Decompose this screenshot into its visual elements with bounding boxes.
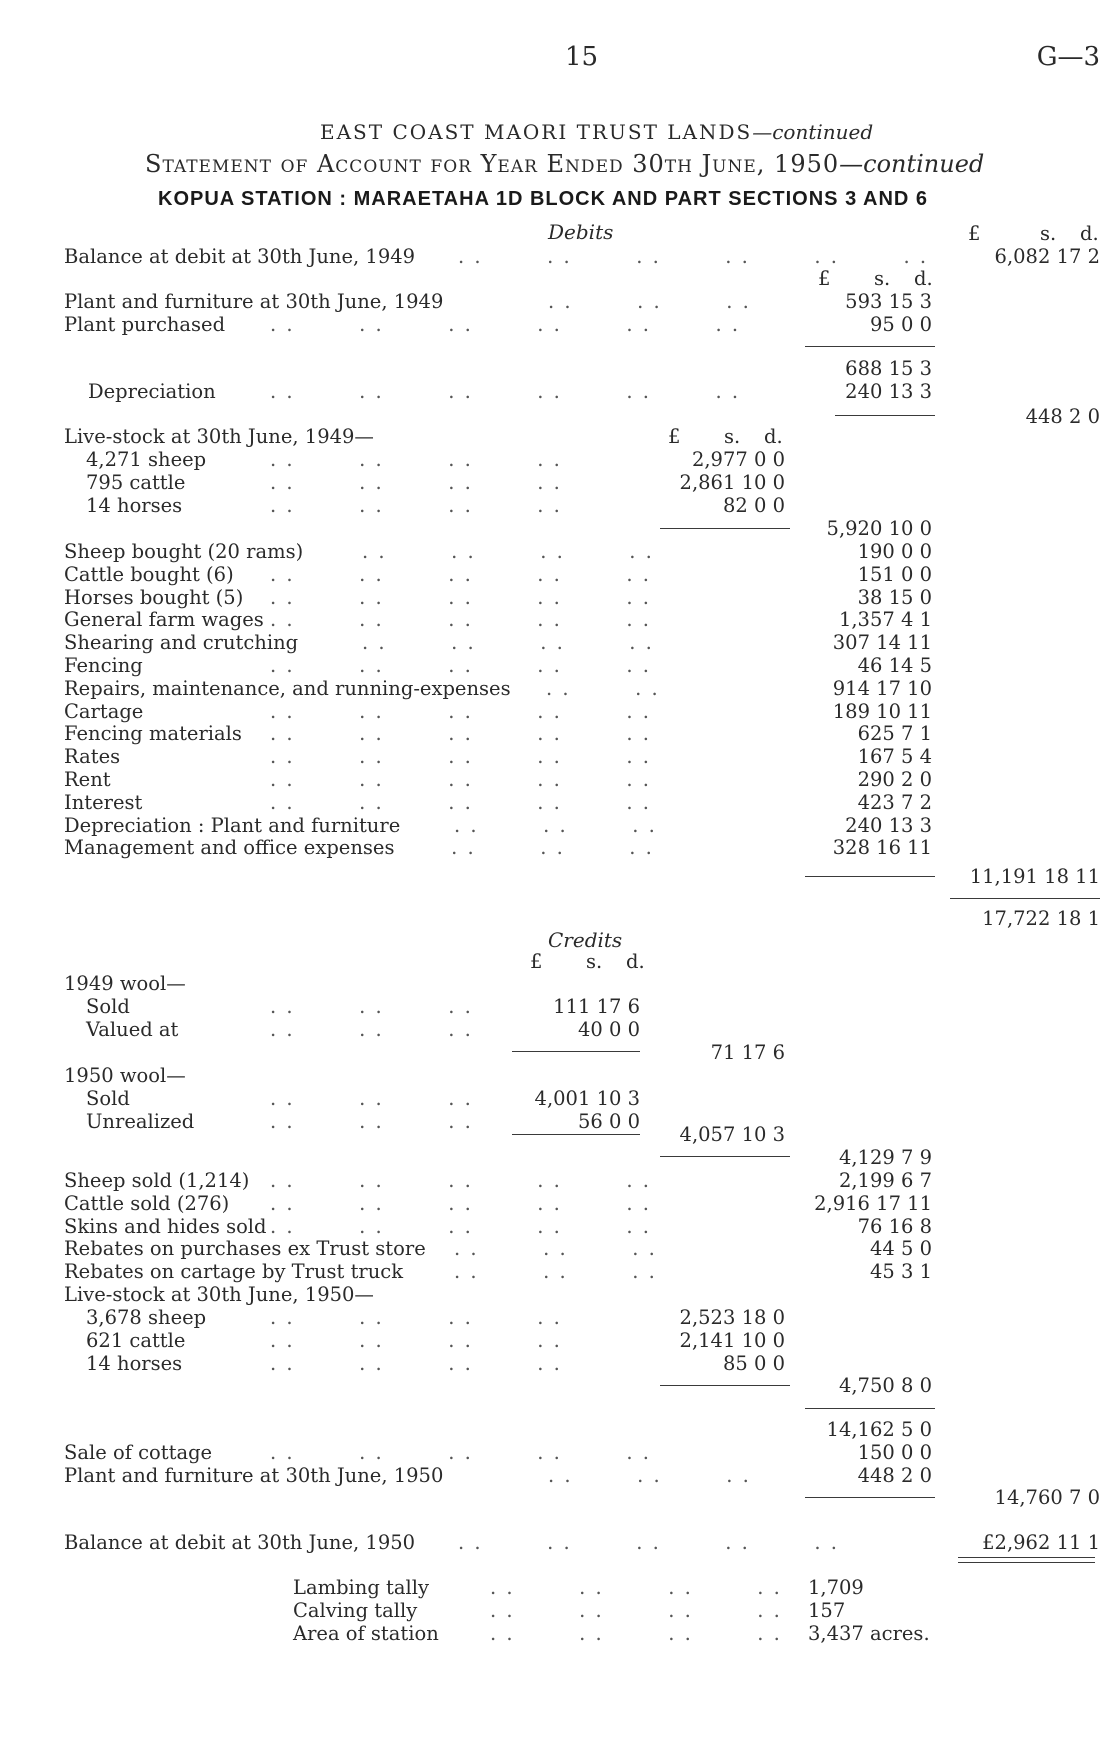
- leader-dots: . . . . . . . .: [270, 471, 562, 494]
- wool-1950-sold-label: Sold: [86, 1087, 130, 1110]
- leader-dots: . . . . . .: [548, 1464, 751, 1487]
- wool-1949-heading: 1949 wool—: [64, 972, 186, 995]
- leader-dots: . . . . . . . .: [270, 494, 562, 517]
- leader-dots: . . . .: [546, 676, 660, 700]
- sum-rule: [958, 1562, 1095, 1563]
- station-heading: KOPUA STATION : MARAETAHA 1D BLOCK AND PART SECTIONS 3 AND 6: [158, 188, 929, 210]
- debit-item-amount: 290 2 0: [857, 768, 932, 791]
- plant-purchased-amount: 95 0 0: [869, 313, 932, 336]
- debit-item-label: Fencing materials: [64, 722, 242, 746]
- page-number: 15: [565, 42, 599, 72]
- livestock-1950-item-amount: 2,141 10 0: [679, 1329, 785, 1352]
- plant-1950-amount: 448 2 0: [857, 1464, 932, 1487]
- leader-dots: . . . . . . . . . .: [270, 1214, 651, 1238]
- sum-rule: [805, 876, 935, 877]
- livestock-1950-item-amount: 2,523 18 0: [679, 1306, 785, 1329]
- leader-dots: . . . . . . . . . .: [270, 722, 651, 746]
- col3-pound-header: £: [818, 267, 831, 290]
- leader-dots: . . . . . . . . . .: [270, 768, 651, 791]
- shilling-header-col4: s.: [1040, 222, 1057, 245]
- credit-item-amount: 2,199 6 7: [838, 1169, 932, 1192]
- livestock-1950-item-label: 3,678 sheep: [86, 1306, 207, 1329]
- plant-subtotal-amount: 688 15 3: [845, 357, 932, 380]
- debit-item-label: Management and office expenses: [64, 836, 395, 860]
- balance-1950-label: Balance at debit at 30th June, 1950: [64, 1531, 416, 1554]
- leader-dots: . . . . . . . . . .: [270, 790, 651, 814]
- balance-1950-amount: £2,962 11 1: [982, 1531, 1100, 1554]
- plant-1950-label: Plant and furniture at 30th June, 1950: [64, 1464, 444, 1487]
- debit-item-label: Cartage: [64, 699, 144, 723]
- wool-combined-total: 4,129 7 9: [838, 1146, 932, 1169]
- livestock-1950-item-label: 621 cattle: [86, 1329, 186, 1352]
- debits-heading: Debits: [548, 220, 614, 244]
- livestock-1949-item-amount: 82 0 0: [722, 494, 785, 517]
- wool-1950-unrealized-label: Unrealized: [86, 1110, 195, 1133]
- credit-item-label: Cattle sold (276): [64, 1191, 230, 1215]
- sum-rule: [660, 1156, 790, 1157]
- col2-pound-header: £: [668, 425, 681, 448]
- leader-dots: . . . . . . . .: [490, 1622, 782, 1645]
- credits-total: 14,760 7 0: [994, 1486, 1100, 1509]
- debit-item-amount: 625 7 1: [857, 722, 932, 746]
- col3-shilling-header: s.: [874, 267, 891, 290]
- subtitle-suffix: —continued: [839, 150, 985, 178]
- col1-shilling-header: s.: [586, 950, 603, 973]
- leader-dots: . . . . . . . .: [362, 836, 654, 860]
- leader-dots: . . . . . . . .: [270, 1352, 562, 1375]
- debits-grand-total: 17,722 18 1: [982, 907, 1100, 930]
- sum-rule: [512, 1051, 640, 1052]
- leader-dots: . . . . . . . .: [270, 1306, 562, 1329]
- col1-pound-header: £: [530, 950, 543, 973]
- leader-dots: . . . . . . . . . . . .: [270, 380, 741, 403]
- debit-item-label: Repairs, maintenance, and running-expenses: [64, 676, 511, 700]
- debit-item-label: Depreciation : Plant and furniture: [64, 813, 401, 837]
- credit-item-amount: 2,916 17 11: [814, 1191, 932, 1215]
- cottage-amount: 150 0 0: [857, 1441, 932, 1464]
- tally-label: Lambing tally: [293, 1576, 429, 1599]
- livestock-1949-heading: Live-stock at 30th June, 1949—: [64, 425, 374, 448]
- debit-item-amount: 1,357 4 1: [838, 608, 932, 632]
- debits-items-total: 11,191 18 11: [969, 865, 1100, 888]
- livestock-1950-item-label: 14 horses: [86, 1352, 183, 1375]
- tally-label: Area of station: [293, 1622, 439, 1645]
- debit-item-label: Shearing and crutching: [64, 631, 299, 655]
- leader-dots: . . . . . . . . . .: [270, 562, 651, 586]
- debit-item-amount: 328 16 11: [832, 836, 932, 860]
- balance-1949-label: Balance at debit at 30th June, 1949: [64, 245, 416, 268]
- debit-item-label: General farm wages: [64, 608, 264, 632]
- sum-rule: [660, 528, 790, 529]
- credit-item-label: Rebates on purchases ex Trust store: [64, 1237, 426, 1261]
- pence-header-col4: d.: [1080, 222, 1099, 245]
- livestock-1949-item-label: 795 cattle: [86, 471, 186, 494]
- leader-dots: . . . . . . . . . .: [270, 654, 651, 677]
- credit-item-label: Skins and hides sold: [64, 1214, 267, 1238]
- debit-item-amount: 914 17 10: [832, 676, 932, 700]
- wool-1950-sold-amount: 4,001 10 3: [534, 1087, 640, 1110]
- wool-1950-unrealized-amount: 56 0 0: [577, 1110, 640, 1133]
- sum-rule: [660, 1385, 790, 1386]
- debit-item-amount: 151 0 0: [857, 562, 932, 586]
- document-title: [320, 120, 873, 144]
- wool-1949-sold-amount: 111 17 6: [553, 995, 640, 1018]
- debit-item-amount: 190 0 0: [857, 540, 932, 563]
- livestock-1949-item-amount: 2,861 10 0: [679, 471, 785, 494]
- wool-1950-heading: 1950 wool—: [64, 1064, 186, 1087]
- leader-dots: . . . . . . . .: [490, 1576, 782, 1599]
- depreciation-label: Depreciation: [88, 380, 216, 403]
- debit-item-label: Sheep bought (20 rams): [64, 540, 304, 563]
- wool-1949-valued-label: Valued at: [86, 1018, 179, 1041]
- leader-dots: . . . . . . . .: [490, 1599, 782, 1622]
- livestock-1949-item-label: 4,271 sheep: [86, 448, 207, 471]
- leader-dots: . . . . . . . .: [362, 631, 654, 655]
- debit-item-amount: 240 13 3: [845, 813, 932, 837]
- leader-dots: . . . . . .: [270, 1110, 473, 1133]
- leader-dots: . . . . . . . . . .: [270, 608, 651, 632]
- sum-rule: [805, 346, 935, 347]
- leader-dots: . . . . . . . . . . . .: [270, 313, 741, 336]
- plant-net-amount: 448 2 0: [1025, 405, 1100, 428]
- sum-rule: [950, 898, 1100, 899]
- leader-dots: . . . . . . . .: [270, 448, 562, 471]
- credit-item-label: Rebates on cartage by Trust truck: [64, 1260, 404, 1284]
- col3-pence-header: d.: [914, 267, 933, 290]
- sum-rule: [805, 1497, 935, 1498]
- wool-1949-valued-amount: 40 0 0: [577, 1018, 640, 1041]
- title-suffix: —continued: [752, 120, 874, 144]
- leader-dots: . . . . . .: [270, 995, 473, 1018]
- debit-item-amount: 46 14 5: [857, 654, 932, 677]
- leader-dots: . . . . . .: [270, 1018, 473, 1041]
- leader-dots: . . . . . .: [270, 1087, 473, 1110]
- leader-dots: . . . . . . . . . .: [270, 1169, 651, 1192]
- leader-dots: . . . . . .: [548, 290, 751, 313]
- debit-item-label: Interest: [64, 790, 143, 814]
- credit-item-label: Sheep sold (1,214): [64, 1169, 250, 1192]
- sum-rule: [835, 415, 935, 416]
- balance-1949-amount: 6,082 17 2: [994, 245, 1100, 268]
- leader-dots: . . . . . .: [454, 813, 657, 837]
- debit-item-label: Fencing: [64, 654, 143, 677]
- debit-item-label: Horses bought (5): [64, 585, 244, 609]
- leader-dots: . . . . . . . . . .: [458, 1531, 839, 1554]
- debit-item-label: Cattle bought (6): [64, 562, 234, 586]
- tally-value: 157: [808, 1599, 846, 1622]
- col2-pence-header: d.: [764, 425, 783, 448]
- credit-item-amount: 44 5 0: [869, 1237, 932, 1261]
- plant-1949-amount: 593 15 3: [845, 290, 932, 313]
- livestock-1950-heading: Live-stock at 30th June, 1950—: [64, 1283, 374, 1306]
- leader-dots: . . . . . .: [454, 1260, 657, 1284]
- wool-1949-net: 71 17 6: [710, 1041, 785, 1064]
- livestock-1949-item-amount: 2,977 0 0: [691, 448, 785, 471]
- debit-item-amount: 167 5 4: [857, 745, 932, 769]
- credits-subtotal: 14,162 5 0: [826, 1418, 932, 1441]
- depreciation-amount: 240 13 3: [845, 380, 932, 403]
- credit-item-amount: 76 16 8: [857, 1214, 932, 1238]
- leader-dots: . . . . . . . . . .: [270, 745, 651, 769]
- livestock-1949-item-label: 14 horses: [86, 494, 183, 517]
- leader-dots: . . . . . . . . . .: [270, 699, 651, 723]
- wool-1950-total: 4,057 10 3: [679, 1123, 785, 1146]
- debit-item-amount: 38 15 0: [857, 585, 932, 609]
- plant-purchased-label: Plant purchased: [64, 313, 226, 336]
- sum-rule: [512, 1134, 640, 1135]
- debit-item-amount: 189 10 11: [832, 699, 932, 723]
- tally-label: Calving tally: [293, 1599, 418, 1622]
- col1-pence-header: d.: [626, 950, 645, 973]
- leader-dots: . . . . . . . .: [362, 540, 654, 563]
- title-text: EAST COAST MAORI TRUST LANDS: [320, 120, 753, 144]
- tally-value: 1,709: [808, 1576, 864, 1599]
- subtitle-text: Statement of Account for Year Ended 30th June, 1950: [145, 150, 840, 178]
- cottage-label: Sale of cottage: [64, 1441, 213, 1464]
- leader-dots: . . . . . . . . . .: [270, 585, 651, 609]
- pound-header-col4: £: [968, 222, 981, 245]
- livestock-1949-total: 5,920 10 0: [826, 517, 932, 540]
- sum-rule: [958, 1557, 1095, 1558]
- livestock-1950-item-amount: 85 0 0: [722, 1352, 785, 1375]
- credits-heading: Credits: [548, 928, 623, 952]
- leader-dots: . . . . . . . .: [270, 1329, 562, 1352]
- leader-dots: . . . . . .: [454, 1237, 657, 1261]
- debit-item-label: Rent: [64, 768, 111, 791]
- plant-1949-label: Plant and furniture at 30th June, 1949: [64, 290, 444, 313]
- tally-value: 3,437 acres.: [808, 1622, 930, 1645]
- page-reference: G—3: [1036, 42, 1100, 72]
- leader-dots: . . . . . . . . . .: [270, 1441, 651, 1464]
- credit-item-amount: 45 3 1: [869, 1260, 932, 1284]
- debit-item-amount: 423 7 2: [857, 790, 932, 814]
- livestock-1950-total: 4,750 8 0: [838, 1374, 932, 1397]
- leader-dots: . . . . . . . . . . . .: [458, 245, 929, 268]
- col2-shilling-header: s.: [724, 425, 741, 448]
- document-subtitle: [145, 150, 984, 178]
- leader-dots: . . . . . . . . . .: [270, 1191, 651, 1215]
- wool-1949-sold-label: Sold: [86, 995, 130, 1018]
- debit-item-amount: 307 14 11: [832, 631, 932, 655]
- sum-rule: [805, 1408, 935, 1409]
- debit-item-label: Rates: [64, 745, 121, 769]
